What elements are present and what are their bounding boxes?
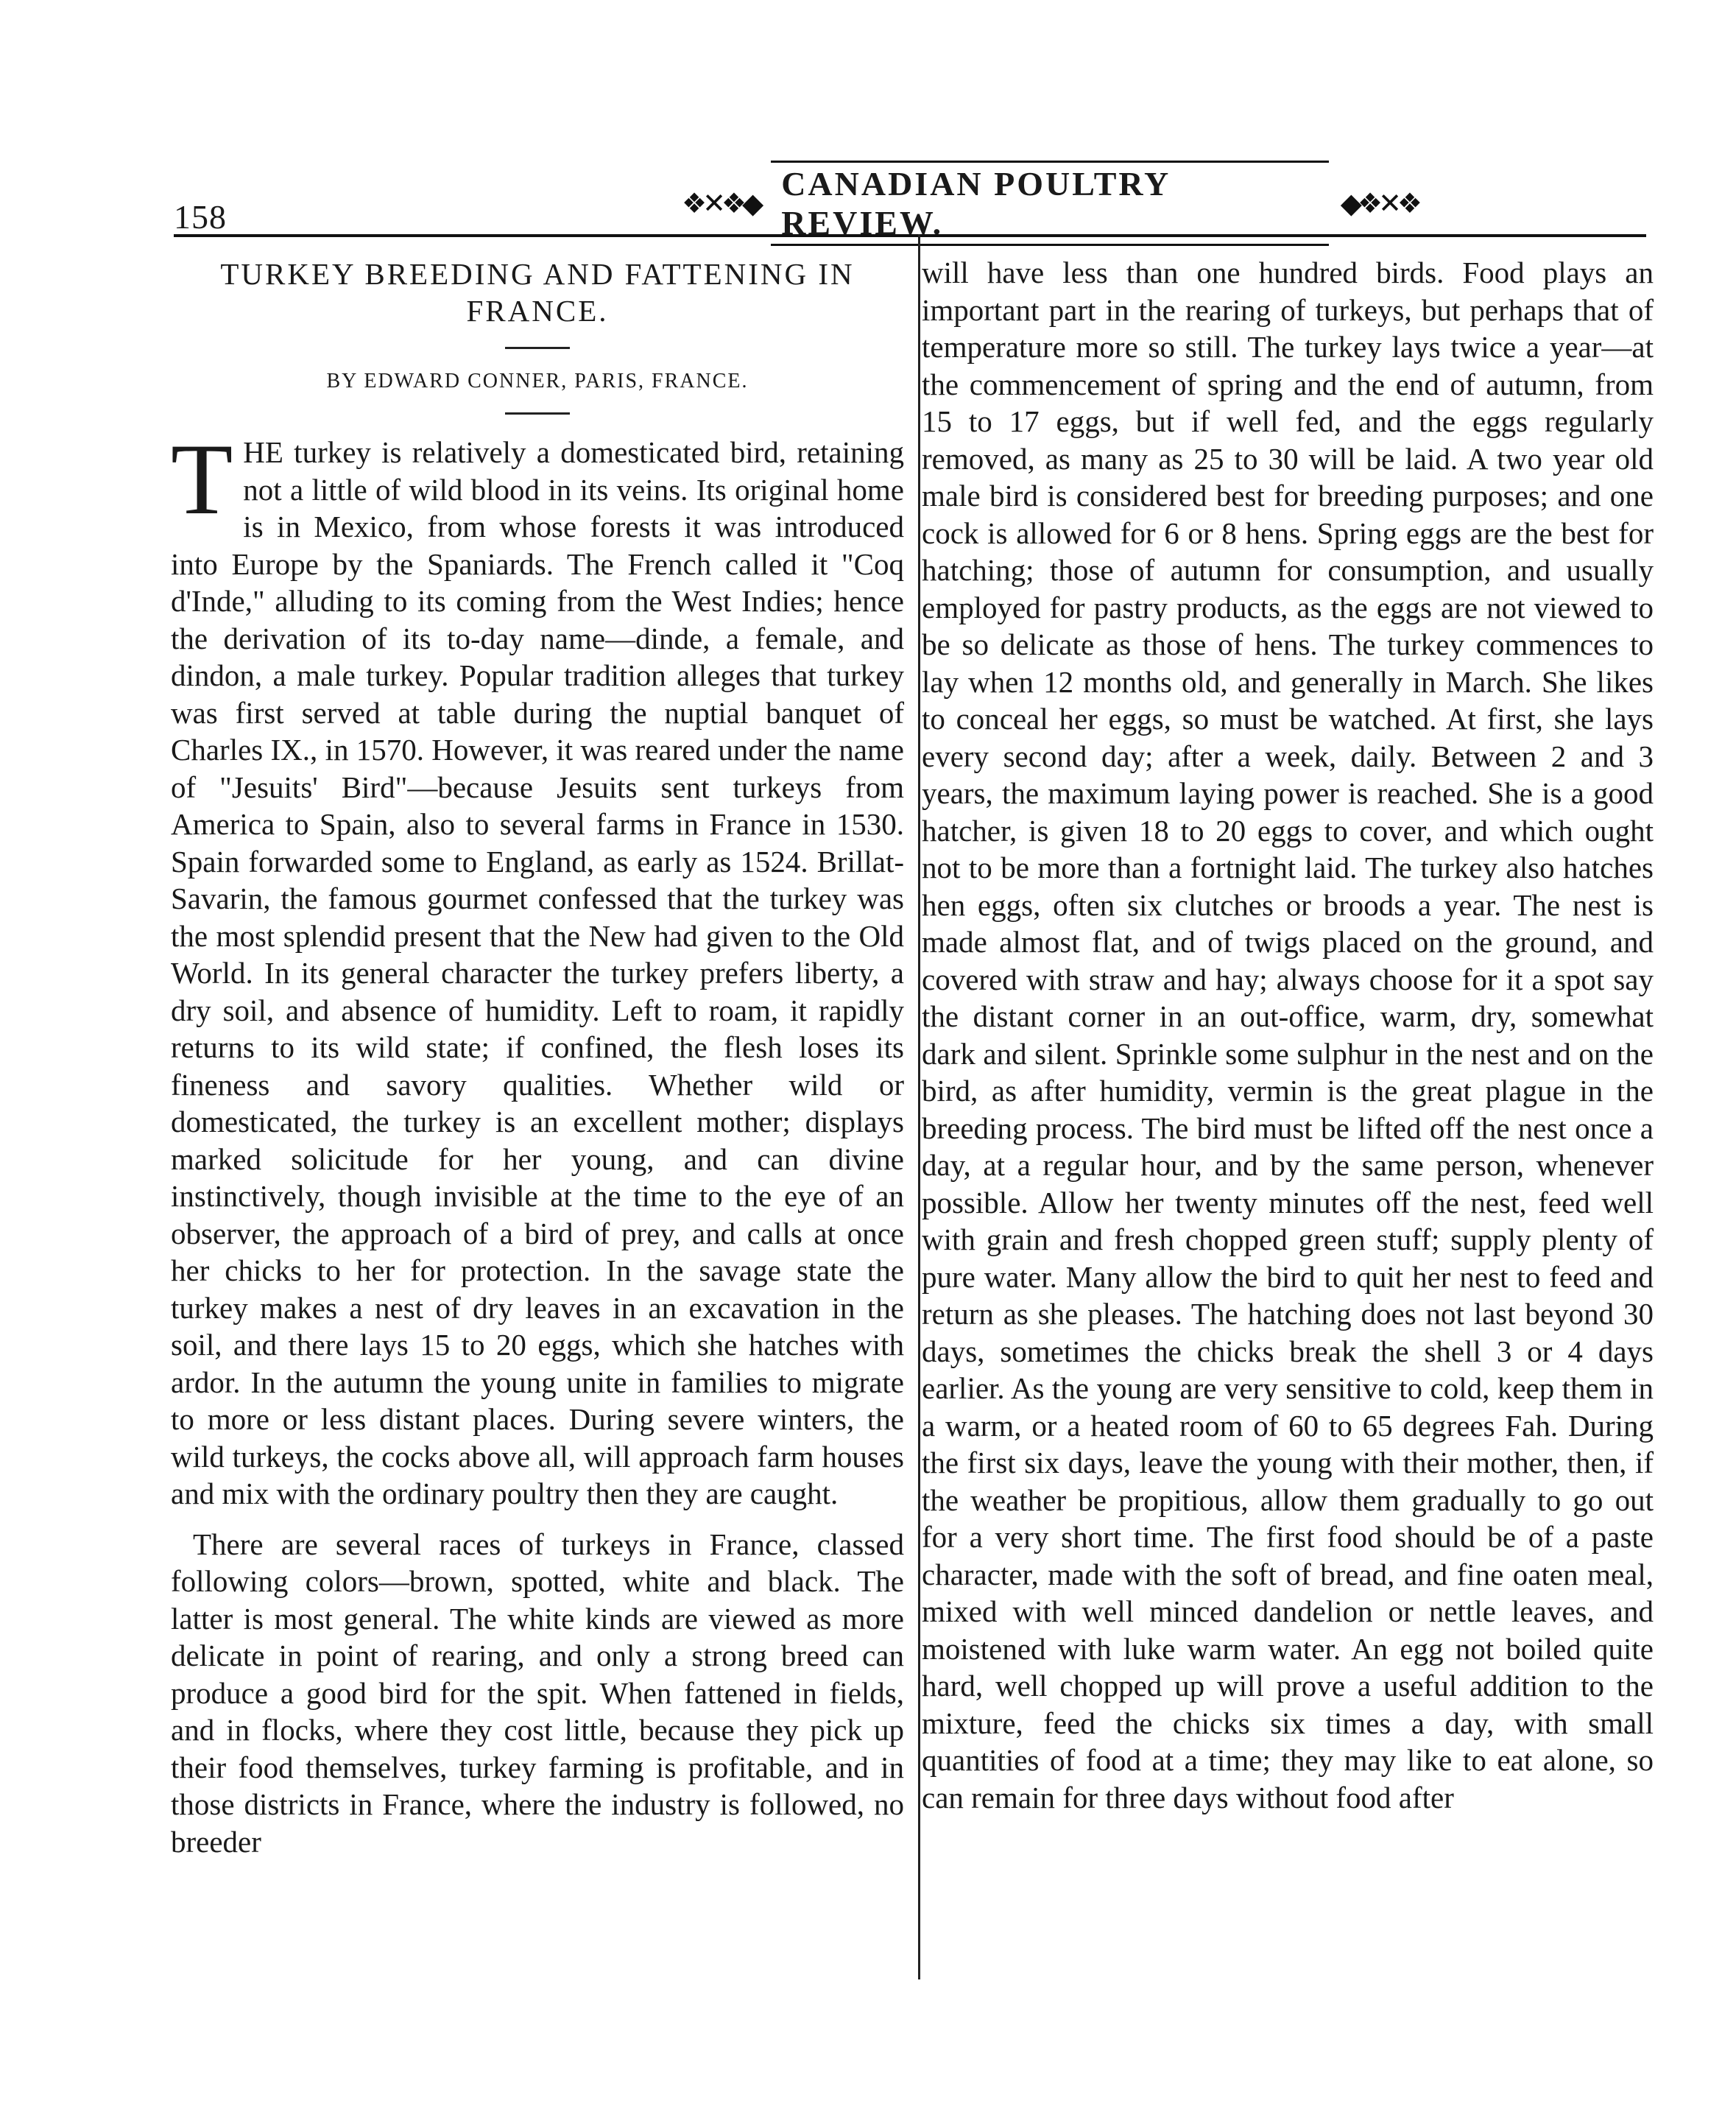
header-rule [174,234,1646,237]
paragraph-2: There are several races of turkeys in France, classed following colors—brown, spotted, white and black. The latter is most general. The white kinds are viewed as more delicate in point of rearing, and only a strong breed can produce a good bird for the spit. When fattened in fields, and in flocks, where they cost little, because they pick up their food themselves, turkey farming is profitable, and in those districts in France, where the industry is followed, no breeder [171,1527,904,1859]
column-divider [918,234,920,1979]
drop-cap: T [171,423,233,535]
paragraph-1 [171,423,904,1513]
title-rule [505,347,570,349]
paragraph-3: will have less than one hundred birds. Food plays an important part in the rearing of turkeys, but perhaps that of temperature more so still. The turkey lays twice a year—at the commencement of spring and the end of autumn, from 15 to 17 eggs, but if well fed, and the eggs regularly removed, as many as 25 to 30 will be laid. A two year old male bird is considered best for breeding purposes; and one cock is allowed for 6 or 8 hens. Spring eggs are the best for hatching; those of autumn for consumption, and usually employed for pastry products, as the eggs are not viewed to be so delicate as those of hens. The turkey commences to lay when 12 months old, and generally in March. She likes to conceal her eggs, so must be watched. At first, she lays every second day; after a week, daily. Between 2 and 3 years, the maximum laying power is reached. She is a good hatcher, is given 18 to 20 eggs to cover, and which ought not to be more than a fortnight laid. The turkey also hatches hen eggs, often six clutches or broods a year. The nest is made almost flat, and of twigs placed on the ground, and covered with straw and hay; always choose for it a spot say the distant corner in an out-office, warm, dry, somewhat dark and silent. Sprinkle some sulphur in the nest and on the bird, as after humidity, vermin is the great plague in the breeding process. The bird must be lifted off the nest once a day, at a regular hour, and by the same person, whenever possible. Allow her twenty minutes off the nest, feed well with grain and fresh chopped green stuff; supply plenty of pure water. Many allow the bird to quit her nest to feed and return as she pleases. The hatching does not last beyond 30 days, sometimes the chicks break the shell 3 or 4 days earlier. As the young are very sensitive to cold, keep them in a warm, or a heated room of 60 to 65 degrees Fah. During the first six days, leave the young with their mother, then, if the weather be propitious, allow them gradually to go out for a very short time. The first food should be of a paste character, made with the soft of bread, and fine oaten meal, mixed with well minced dandelion or nettle leaves, and moistened with luke warm water. An egg not boiled quite hard, well chopped up will prove a useful addition to the mixture, feed the chicks six times a day, with small quantities of food at a time; they may like to eat alone, so can remain for three days without food after [922,256,1654,1815]
page-number: 158 [174,198,227,236]
page-header [174,165,1602,242]
masthead-title: CANADIAN POULTRY REVIEW. [771,161,1329,246]
article-title: TURKEY BREEDING AND FATTENING IN FRANCE. [220,257,855,328]
masthead [682,165,1418,242]
right-ornament-icon: ◆❖✕❖ [1340,188,1418,219]
right-column [922,254,1654,1816]
article-byline: BY EDWARD CONNER, PARIS, FRANCE. [326,370,749,393]
paragraph-1-text: HE turkey is relatively a domesticated bird, retaining not a little of wild blood in its veins. Its original home is in Mexico, from whose forests it was introduced into Europe by the Spaniards. The French called it "Coq d'Inde," alluding to its coming from the West Indies; hence the derivation of its to-day name—dinde, a female, and dindon, a male turkey. Popular tradition alleges that turkey was first served at table during the nuptial banquet of Charles IX., in 1570. However, it was reared under the name of "Jesuits' Bird"—because Jesuits sent turkeys from America to Spain, also to several farms in France in 1530. Spain forwarded some to England, as early as 1524. Brillat-Savarin, the famous gourmet confessed that the turkey was the most splendid present that the New had given to the Old World. In its general character the turkey prefers liberty, a dry soil, and absence of humidity. Left to roam, it rapidly returns to its wild state; if confined, the flesh loses its fineness and savory qualities. Whether wild or domesticated, the turkey is an excellent mother; displays marked solicitude for her young, and can divine instinctively, though invisible at the time to the eye of an observer, the approach of a bird of prey, and calls at once her chicks to her for protection. In the savage state the turkey makes a nest of dry leaves in an excavation in the soil, and there lays 15 to 20 eggs, which she hatches with ardor. In the autumn the young unite in families to migrate to more or less distant places. During severe winters, the wild turkeys, the cocks above all, will approach farm houses and mix with the ordinary poultry then they are caught. [171,435,904,1510]
left-ornament-icon: ❖✕❖◆ [682,188,760,219]
left-column [171,254,904,1860]
byline-rule [505,412,570,415]
